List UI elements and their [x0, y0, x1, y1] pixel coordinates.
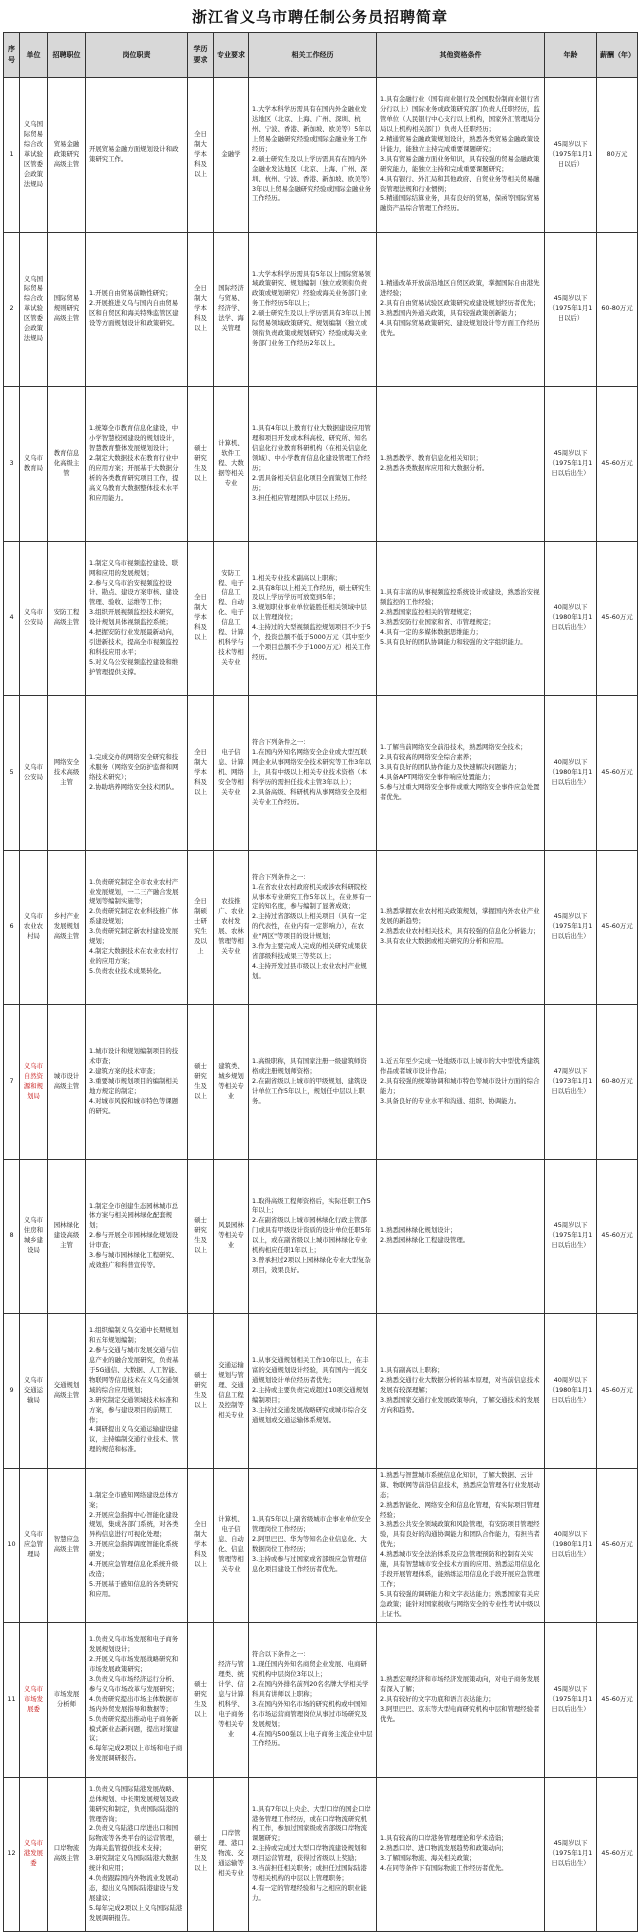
- cell-duties: 1.负责研究制定全市农业农村产业发展规划，一二三产融合发展规划等编制实施等； 2.负责研究制定农业科技推广体系建设规划； 3.负责研究制定新农村建设发展规划； 4.制定大数据技术在农业农村行业的应用方案； 5.负责农业技术成果转化。: [86, 850, 188, 1005]
- cell-no: 8: [4, 1159, 20, 1314]
- table-row: [4, 1468, 638, 1623]
- cell-edu: 硕士研究生及以上: [188, 1159, 214, 1314]
- cell-position: 安防工程高级主管: [48, 541, 86, 696]
- cell-major: 计算机、电子信息、自动化、信息管理等相关专业: [214, 1468, 249, 1623]
- cell-pay: 45-60万元: [597, 541, 638, 696]
- header-unit: 单位: [20, 33, 48, 78]
- cell-major: 口岸管理、港口物流、交通运输等相关专业: [214, 1777, 249, 1932]
- cell-other: 1.熟悉宏观经济和市场经济发展策动向，对电子商务发展有深入了解； 2.具有较好的文字功底和语言表达能力； 3.阿里巴巴、京东等大型电商研究机构中层和管理经验者优先。: [377, 1623, 545, 1778]
- header-edu: 学历要求: [188, 33, 214, 78]
- cell-pay: 45-60万元: [597, 1468, 638, 1623]
- cell-unit: 义乌国际贸易综合改革试验区管委会政策法规局: [20, 78, 48, 233]
- cell-experience: 1.大学本科学历需具有在国内外金融业发达地区（北京、上海、广州、深圳、杭州、宁波、香港、新加坡、欧美等）5年以上贸易金融研究经验或国际金融业务工作经历； 2.硕士研究生及以上学历需具有在国内外金融业发达地区（北京、上海、广州、深圳、杭州、宁波、香港、新加坡、欧美等）3年以上贸易金融研究经验或国际金融业务工作经历。: [249, 78, 377, 233]
- cell-experience: 符合下列条件之一： 1.在省农业农村政府机关或涉农科研院校从事本专业研究工作5年以上，在业界有一定的知名度，参与编制了显著成效； 2.主持过省部级以上相关项目（具有一定的代表性，在业内有一定影响力），在农业"两区"等项目的设计规划； 3.作为主要完成人完成的相关研究成果获省部级科技成果三等奖以上； 4.主持开发过县市级以上农业农村产业规划。: [249, 850, 377, 1005]
- recruitment-table: [3, 32, 638, 1932]
- cell-age: 45周岁以下（1975年1月1日以后）: [545, 232, 597, 387]
- cell-unit: 义乌市住房和城乡建设局: [20, 1159, 48, 1314]
- cell-experience: 1.具有4年以上教育行业大数据建设应用管理和项目开发或本科高校、研究所、知名信息化行业教育科研机构（在相关信息化领域）、中小学教育信息化建设管理工作经历； 2.需具备相关信息化项目全面策划工作经历； 3.担任相应管理团队中层以上经历。: [249, 387, 377, 542]
- cell-position: 贸易金融政策研究高级主管: [48, 78, 86, 233]
- table-row: [4, 1314, 638, 1469]
- cell-unit: 义乌国际贸易综合改革试验区管委会政策法规局: [20, 232, 48, 387]
- cell-pay: 45-60万元: [597, 850, 638, 1005]
- cell-unit: 义乌市交通运输局: [20, 1314, 48, 1469]
- cell-experience: 1.具有5年以上副省级城市企事业单位安全管理岗位工作经历； 2.阿里巴巴、华为等知名企业信息化、大数据岗位工作经历； 3.主持或参与过国家或省部级应急管理信息化项目建设工作经历者优先。: [249, 1468, 377, 1623]
- cell-major: 安防工程、电子信息工程、自动化、电子信息工程、计算机科学与技术等相关专业: [214, 541, 249, 696]
- header-position: 招聘职位: [48, 33, 86, 78]
- cell-other: 1.熟悉园林绿化规划设计； 2.熟悉园林绿化工程建设管理。: [377, 1159, 545, 1314]
- cell-no: 1: [4, 78, 20, 233]
- cell-pay: 45-60万元: [597, 696, 638, 851]
- table-row: [4, 78, 638, 233]
- cell-duties: 1.制定全市创建生态园林城市总体方案与相关园林绿化配套规划； 2.参与开展全市园林绿化规划设计审查； 3.参与城市园林绿化工程研究、成效推广和科普宣传等。: [86, 1159, 188, 1314]
- cell-no: 2: [4, 232, 20, 387]
- cell-edu: 全日制大学本科及以上: [188, 541, 214, 696]
- cell-pay: 45-60万元: [597, 387, 638, 542]
- cell-position: 乡村产业发展规划高级主管: [48, 850, 86, 1005]
- cell-other: 1.精通改革开放前沿地区自贸区政策，掌握国际自由港先进经验； 2.具有自由贸易试验区政策研究或建设规划经历者优先； 3.熟悉国内外通关政策，具有较强政策创新能力； 4.具有国际贸易政策研究、建设规划设计等方面工作经历优先。: [377, 232, 545, 387]
- table-row: [4, 541, 638, 696]
- cell-unit: 义乌市港发展委: [20, 1777, 48, 1932]
- header-row: [4, 33, 638, 78]
- cell-experience: 1.相关专业技术副高以上职称； 2.具有8年以上相关工作经历，硕士研究生及以上学历学历可放宽到5年； 3.规划职业事业单位能胜任相关领域中层以上管理岗位； 4.主持过的大型视频监控规划项目不少于5个，投资总额不低于5000万元（其中至少一个项目总额不少于1000万元）相关工作经历。: [249, 541, 377, 696]
- cell-experience: 1.取得高级工程师资格后，实际任职工作5年以上； 2.在副省级以上城市园林绿化行政主管部门或具有甲级设计资质的设计单位任职5年以上，或在副省级以上城市园林绿化专业机构相应任职1年以上； 3.曾承担过2项以上园林绿化专业大型复杂项目，效果良好。: [249, 1159, 377, 1314]
- cell-unit: 义乌市农业农村局: [20, 850, 48, 1005]
- cell-age: 47周岁以下（1973年1月1日以后出生）: [545, 1005, 597, 1160]
- cell-duties: 1.负责义乌市场发展和电子商务发展规划设计； 2.开展义乌市场发展战略研究和市场发展政策研究； 3.负责义乌市场经济运行分析、参与义乌市场改革与发展研究； 4.负责研究提出市场主体数据市场内外贸发展指导和数据等； 5.负责研究提出推动电子商务新模式新业态新问题，提出对策建议； 6.每年完成2项以上市场和电子商务发展调研报告。: [86, 1623, 188, 1778]
- cell-other: 1.具有副高以上职称； 2.熟悉交通行业大数据分析的基本原理，对当前信息技术发展有较深理解； 3.熟悉国家交通行业发展政策导向，了解交通技术的发展方向和趋势。: [377, 1314, 545, 1469]
- cell-other: 1.近五年至少完成一处地级市以上城市的大中型优秀建筑作品或者城市设计作品； 2.具有较强的统筹协调和城市特色等城市设计方面的综合能力； 3.具备良好的专业水平和沟通、组织、协调能力。: [377, 1005, 545, 1160]
- cell-duties: 1.开展自由贸易前瞻性研究； 2.开展推进义乌与国内自由贸易区和自贸区和海关特殊监管区建设等方面规划设计和政策研究。: [86, 232, 188, 387]
- cell-unit: 义乌市教育局: [20, 387, 48, 542]
- cell-duties: 1.制定义乌市视频监控建设、联网和应用的发展规划； 2.参与义乌市治安视频监控设计、勘点、建设方案审核、建设管理、验收、运维等工作； 3.组织开展视频监控技术研究，设计规划具体视频监控系统； 4.把握安防行业发展最新动向，引进新技术，提高全市视频监控和科技应用水平； 5.对义乌公安视频监控建设和维护管理提供支撑。: [86, 541, 188, 696]
- cell-other: 1.熟悉与智慧城市系统信息化知识，了解大数据、云计算、物联网等前沿信息技术，熟悉应急管理各行业发展动态； 2.熟悉智能化、网络安全和信息化管理，有实际项目管理经验； 3.熟悉公共安全领域政策和风险管理，有安防项目管理经验，具有良好的沟通协调能力和团队合作能力，有担当者优先； 4.熟悉城市安全法治体系及应急管理预防和控制有关实施，具有智慧城市安全技术方面的应用、熟悉运用信息化手段开展管理体系，能熟练运用信息化手段开展应急管理工作； 5.具有较强的调研能力和文字表达能力；熟悉国家有关应急政策；能针对国家税收与网络安全的专业性考试中级以上证书。: [377, 1468, 545, 1623]
- table-row: [4, 387, 638, 542]
- cell-unit: 义乌市应急管理局: [20, 1468, 48, 1623]
- cell-major: 金融学: [214, 78, 249, 233]
- cell-major: 计算机、软件工程、大数据等相关专业: [214, 387, 249, 542]
- cell-no: 3: [4, 387, 20, 542]
- table-row: [4, 696, 638, 851]
- cell-experience: 符合以下条件之一： 1.现任国内外知名商贸企业发展、电商研究机构中层岗位3年以上； 2.在国内外排名前列20名名牌大学相关学科具有讲师以上职称； 3.在国内外知名市场的研究机构或中国知名市场运营商管理岗位从事过市场研究及发展规划； 4.在国内500强以上电子商务主流企业中层工作经历。: [249, 1623, 377, 1778]
- cell-age: 40周岁以下（1980年1月1日以后出生）: [545, 1314, 597, 1469]
- cell-position: 口岸物流高级主管: [48, 1777, 86, 1932]
- table-row: [4, 1777, 638, 1932]
- cell-pay: 60-80万元: [597, 1005, 638, 1160]
- header-no: 序号: [4, 33, 20, 78]
- cell-other: 1.了解当前网络安全前沿技术，熟悉网络安全技术； 2.具有较高的网络安全综合素养； 3.具有良好的团队协作能力及快速解决问题能力； 4.具备APT网络安全事件响应处置能力； 5.参与过重大网络安全事件或重大网络安全事件应急处置者优先。: [377, 696, 545, 851]
- cell-position: 市场发展分析师: [48, 1623, 86, 1778]
- cell-age: 45周岁以下（1975年1月1日以后出生）: [545, 1623, 597, 1778]
- header-age: 年龄: [545, 33, 597, 78]
- cell-position: 城市设计高级主管: [48, 1005, 86, 1160]
- cell-age: 40周岁以下（1980年1月1日以后出生）: [545, 1468, 597, 1623]
- cell-experience: 1.大学本科学历需具有5年以上国际贸易领域政策研究、规划编制（独立或领衔负责政策或规划研究）经验或海关业务部门业务工作经历5年以上； 2.硕士研究生及以上学历需具有3年以上国际贸易领域政策研究、规划编制（独立或领衔负责政策或规划研究）经验或海关业务部门业务工作经历2年以上。: [249, 232, 377, 387]
- cell-position: 园林绿化建设高级主管: [48, 1159, 86, 1314]
- cell-edu: 全日制大学本科及以上: [188, 696, 214, 851]
- cell-duties: 开展贸易金融方面规划设计和政策研究工作。: [86, 78, 188, 233]
- cell-age: 45周岁以下（1975年1月1日以后出生）: [545, 387, 597, 542]
- table-row: [4, 232, 638, 387]
- cell-edu: 全日制大学本科及以上: [188, 78, 214, 233]
- cell-position: 智慧应急高级主管: [48, 1468, 86, 1623]
- cell-no: 4: [4, 541, 20, 696]
- cell-duties: 1.统筹全市教育信息化建设，中小学智慧校园建设的规划设计，智慧教育整体发展规划设计； 2.制定大数据技术在教育行业中的应用方案；开展基于大数据分析的各类教育研究项目工作，提高义乌教育大数据整体技术水平和应用能力。: [86, 387, 188, 542]
- cell-major: 风景园林等相关专业: [214, 1159, 249, 1314]
- cell-duties: 1.制定全市感知网络建设总体方案； 2.开展应急指挥中心智能化建设规划，集成各部门系统，对各类异构信息进行可视化处理； 3.开展应急指挥调度智能化系统研发； 4.开展应急管理信息化系统升级改造； 5.开展基于感知信息的各类研究和应用。: [86, 1468, 188, 1623]
- cell-no: 11: [4, 1623, 20, 1778]
- cell-pay: 45-60万元: [597, 1314, 638, 1469]
- table-row: [4, 850, 638, 1005]
- cell-duties: 1.组织编制义乌交通中长期规划和五年规划编制； 2.参与交通与城市发展交通与信息产业的融合发展研究，负责基于5G通信、大数据、人工智能、物联网等信息技术在义乌交通领域的综合应用规划； 3.研究制定交通领域技术标准和方案，参与建设项目的前期工作； 4.调研提出义乌交通运输建设建议，主持编制交通行业技术、管理的规范和标准。: [86, 1314, 188, 1469]
- table-row: [4, 1005, 638, 1160]
- cell-pay: 80万元: [597, 78, 638, 233]
- cell-major: 电子信息、计算机、网络安全等相关专业: [214, 696, 249, 851]
- page-title: 浙江省义乌市聘任制公务员招聘简章: [191, 8, 448, 26]
- cell-edu: 全日制大学本科及以上: [188, 232, 214, 387]
- cell-position: 网络安全技术高级主管: [48, 696, 86, 851]
- cell-no: 9: [4, 1314, 20, 1469]
- cell-age: 40周岁以下（1980年1月1日以后出生）: [545, 541, 597, 696]
- table-body: [4, 78, 638, 1932]
- cell-other: 1.具有丰富的从事视频监控系统设计或建设，熟悉治安视频监控的工作经验； 2.熟悉国家监控相关的管理规定； 3.熟悉安防行业国家和省、市管理规定； 4.具有一定的多媒体数据思维能力； 5.具有良好的团队协调能力和较强的文字组织能力。: [377, 541, 545, 696]
- cell-no: 12: [4, 1777, 20, 1932]
- header-duties: 岗位职责: [86, 33, 188, 78]
- header-other: 其他资格条件: [377, 33, 545, 78]
- cell-age: 45周岁以下（1975年1月1日以后出生）: [545, 850, 597, 1005]
- cell-edu: 全日制硕士研究生及以上: [188, 850, 214, 1005]
- cell-other: 1.熟悉掌握农业农村相关政策规划，掌握国内外农业产业发展的新趋势； 2.熟悉农业农村相关技术，具有较强的信息化分析能力； 3.具有农业大数据或相关研究的分析和应用。: [377, 850, 545, 1005]
- cell-age: 45周岁以下（1975年1月1日以后出生）: [545, 1777, 597, 1932]
- cell-edu: 硕士研究生及以上: [188, 387, 214, 542]
- header-pay: 薪酬（年）: [597, 33, 638, 78]
- cell-edu: 硕士研究生及以上: [188, 1005, 214, 1160]
- cell-major: 农技推广、农业农村发展、农林管理等相关专业: [214, 850, 249, 1005]
- cell-major: 交通运输规划与管理、交通信息工程及控制等相关专业: [214, 1314, 249, 1469]
- cell-pay: 45-60万元: [597, 1777, 638, 1932]
- cell-edu: 硕士研究生及以上: [188, 1314, 214, 1469]
- cell-major: 国际经济与贸易、经济学、法学、海关管理: [214, 232, 249, 387]
- cell-other: 1.熟悉教学、教育信息化相关知识； 2.熟悉各类数据库应用和大数据分析。: [377, 387, 545, 542]
- header-major: 专业要求: [214, 33, 249, 78]
- cell-no: 10: [4, 1468, 20, 1623]
- cell-position: 教育信息化高级主管: [48, 387, 86, 542]
- cell-duties: 1.城市设计和规划编制项目的技术审查； 2.建筑方案的技术审查； 3.重要城市规划项目的编制相关地方规定的制定； 4.对城市风貌和城市特色等课题的研究。: [86, 1005, 188, 1160]
- cell-position: 交通规划高级主管: [48, 1314, 86, 1469]
- cell-experience: 符合下列条件之一： 1.在国内外知名网络安全企业或大型互联网企业从事网络安全技术研究等工作3年以上，具有中级以上相关专业技术资格（本科学历的需担任技术主管3年以上）； 2.具备高级、科研机构从事网络安全及相关专业工作经历。: [249, 696, 377, 851]
- cell-edu: 硕士研究生及以上: [188, 1777, 214, 1932]
- cell-edu: 硕士研究生及以上: [188, 1623, 214, 1778]
- cell-edu: 全日制大学本科及以上: [188, 1468, 214, 1623]
- cell-major: 建筑类、城乡规划等相关专业: [214, 1005, 249, 1160]
- cell-no: 5: [4, 696, 20, 851]
- cell-unit: 义乌市自然资源和规划局: [20, 1005, 48, 1160]
- cell-unit: 义乌市公安局: [20, 541, 48, 696]
- cell-other: 1.具有较高的口岸港务管理理论和学术造诣； 2.熟悉口岸、进口物流发展趋势和政策动向； 3.了解国际物流、海关相关政策； 4.在同等条件下有国际物流工作经历者优先。: [377, 1777, 545, 1932]
- table-row: [4, 1623, 638, 1778]
- cell-age: 45周岁以下（1975年1月1日以后出生）: [545, 1159, 597, 1314]
- cell-experience: 1.高级职称，具有国家注册一级建筑师资格或注册规划师资格； 2.在副省级以上城市的甲级规划、建筑设计单位工作5年以上，规划任中层以上职务。: [249, 1005, 377, 1160]
- cell-experience: 1.从事交通规划相关工作10年以上，在丰富的交通规划设计经验，具有国内一流交通规划设计单位经历者优先； 2.主持或主要负责完成超过10项交通规划编制项目； 3.主持过交通发展战略研究或城市综合交通规划或交通运输体系规划。: [249, 1314, 377, 1469]
- cell-pay: 45-60万元: [597, 1159, 638, 1314]
- table-row: [4, 1159, 638, 1314]
- cell-pay: 45-60万元: [597, 1623, 638, 1778]
- cell-pay: 60-80万元: [597, 232, 638, 387]
- cell-age: 40周岁以下（1980年1月1日以后出生）: [545, 696, 597, 851]
- cell-duties: 1.完成交办的网络安全研究和技术服务（网络安全防护监督和网络技术研究）； 2.协助培养网络安全技术团队。: [86, 696, 188, 851]
- cell-age: 45周岁以下（1975年1月1日以后）: [545, 78, 597, 233]
- cell-no: 6: [4, 850, 20, 1005]
- header-experience: 相关工作经历: [249, 33, 377, 78]
- cell-duties: 1.负责义乌国际陆港发展战略、总体规划、中长期发展规划及政策研究和制定，负责国际陆港的管理咨询； 2.负责义乌陆港口岸进出口和国际物流等各类平台的运营管理，为海关监管提供技术支持； 3.研究制定义乌国际陆港大数据统计和应用； 4.负责跟踪国内外物流业发展动态，提出义乌国际陆港建设与发展建议； 5.每年完成2项以上义乌国际陆港发展调研报告。: [86, 1777, 188, 1932]
- cell-unit: 义乌市公安局: [20, 696, 48, 851]
- cell-no: 7: [4, 1005, 20, 1160]
- cell-major: 经济与管理类、统计学、信息与计算机科学、电子商务等相关专业: [214, 1623, 249, 1778]
- cell-unit: 义乌市市场发展委: [20, 1623, 48, 1778]
- cell-position: 国际贸易规则研究高级主管: [48, 232, 86, 387]
- cell-other: 1.具有金融行业（国有商业银行及全国股份制商业银行省分行以上）国际业务或政策研究部门负责人任职经历，监管单位（人民银行中心支行以上机构，国家外汇管理局分局以上机构相关部门）负责人任职经历； 2.精通贸易金融政策规划设计，熟悉各类贸易金融政策设计能力，能独立主持完成重要课题研究； 3.具有贸易金融方面业务知识，具有较强的贸易金融政策研究能力，能独立主持和完成重要课题研究； 4.具有银行、外汇局和其他政府、自贸业务等相关贸易融资管理法规和行业惯例； 5.精通国际结算业务，具有良好的贸易，保函等国际贸易融资产品综合管理工作经历。: [377, 78, 545, 233]
- cell-experience: 1.具有7年以上央企、大型口岸的国企口岸港务管理工作经历，或在口岸物流研究机构工作，参加过国家级或省部级口岸物流课题研究； 2.主持或完成过大型口岸物流建设规划和项目运营管理，获得过省级以上奖励； 3.当前担任相关职务；或担任过国际陆港等相关机构的中层以上管理职务； 4.有一定的管理经验和与之相应的职业能力。: [249, 1777, 377, 1932]
